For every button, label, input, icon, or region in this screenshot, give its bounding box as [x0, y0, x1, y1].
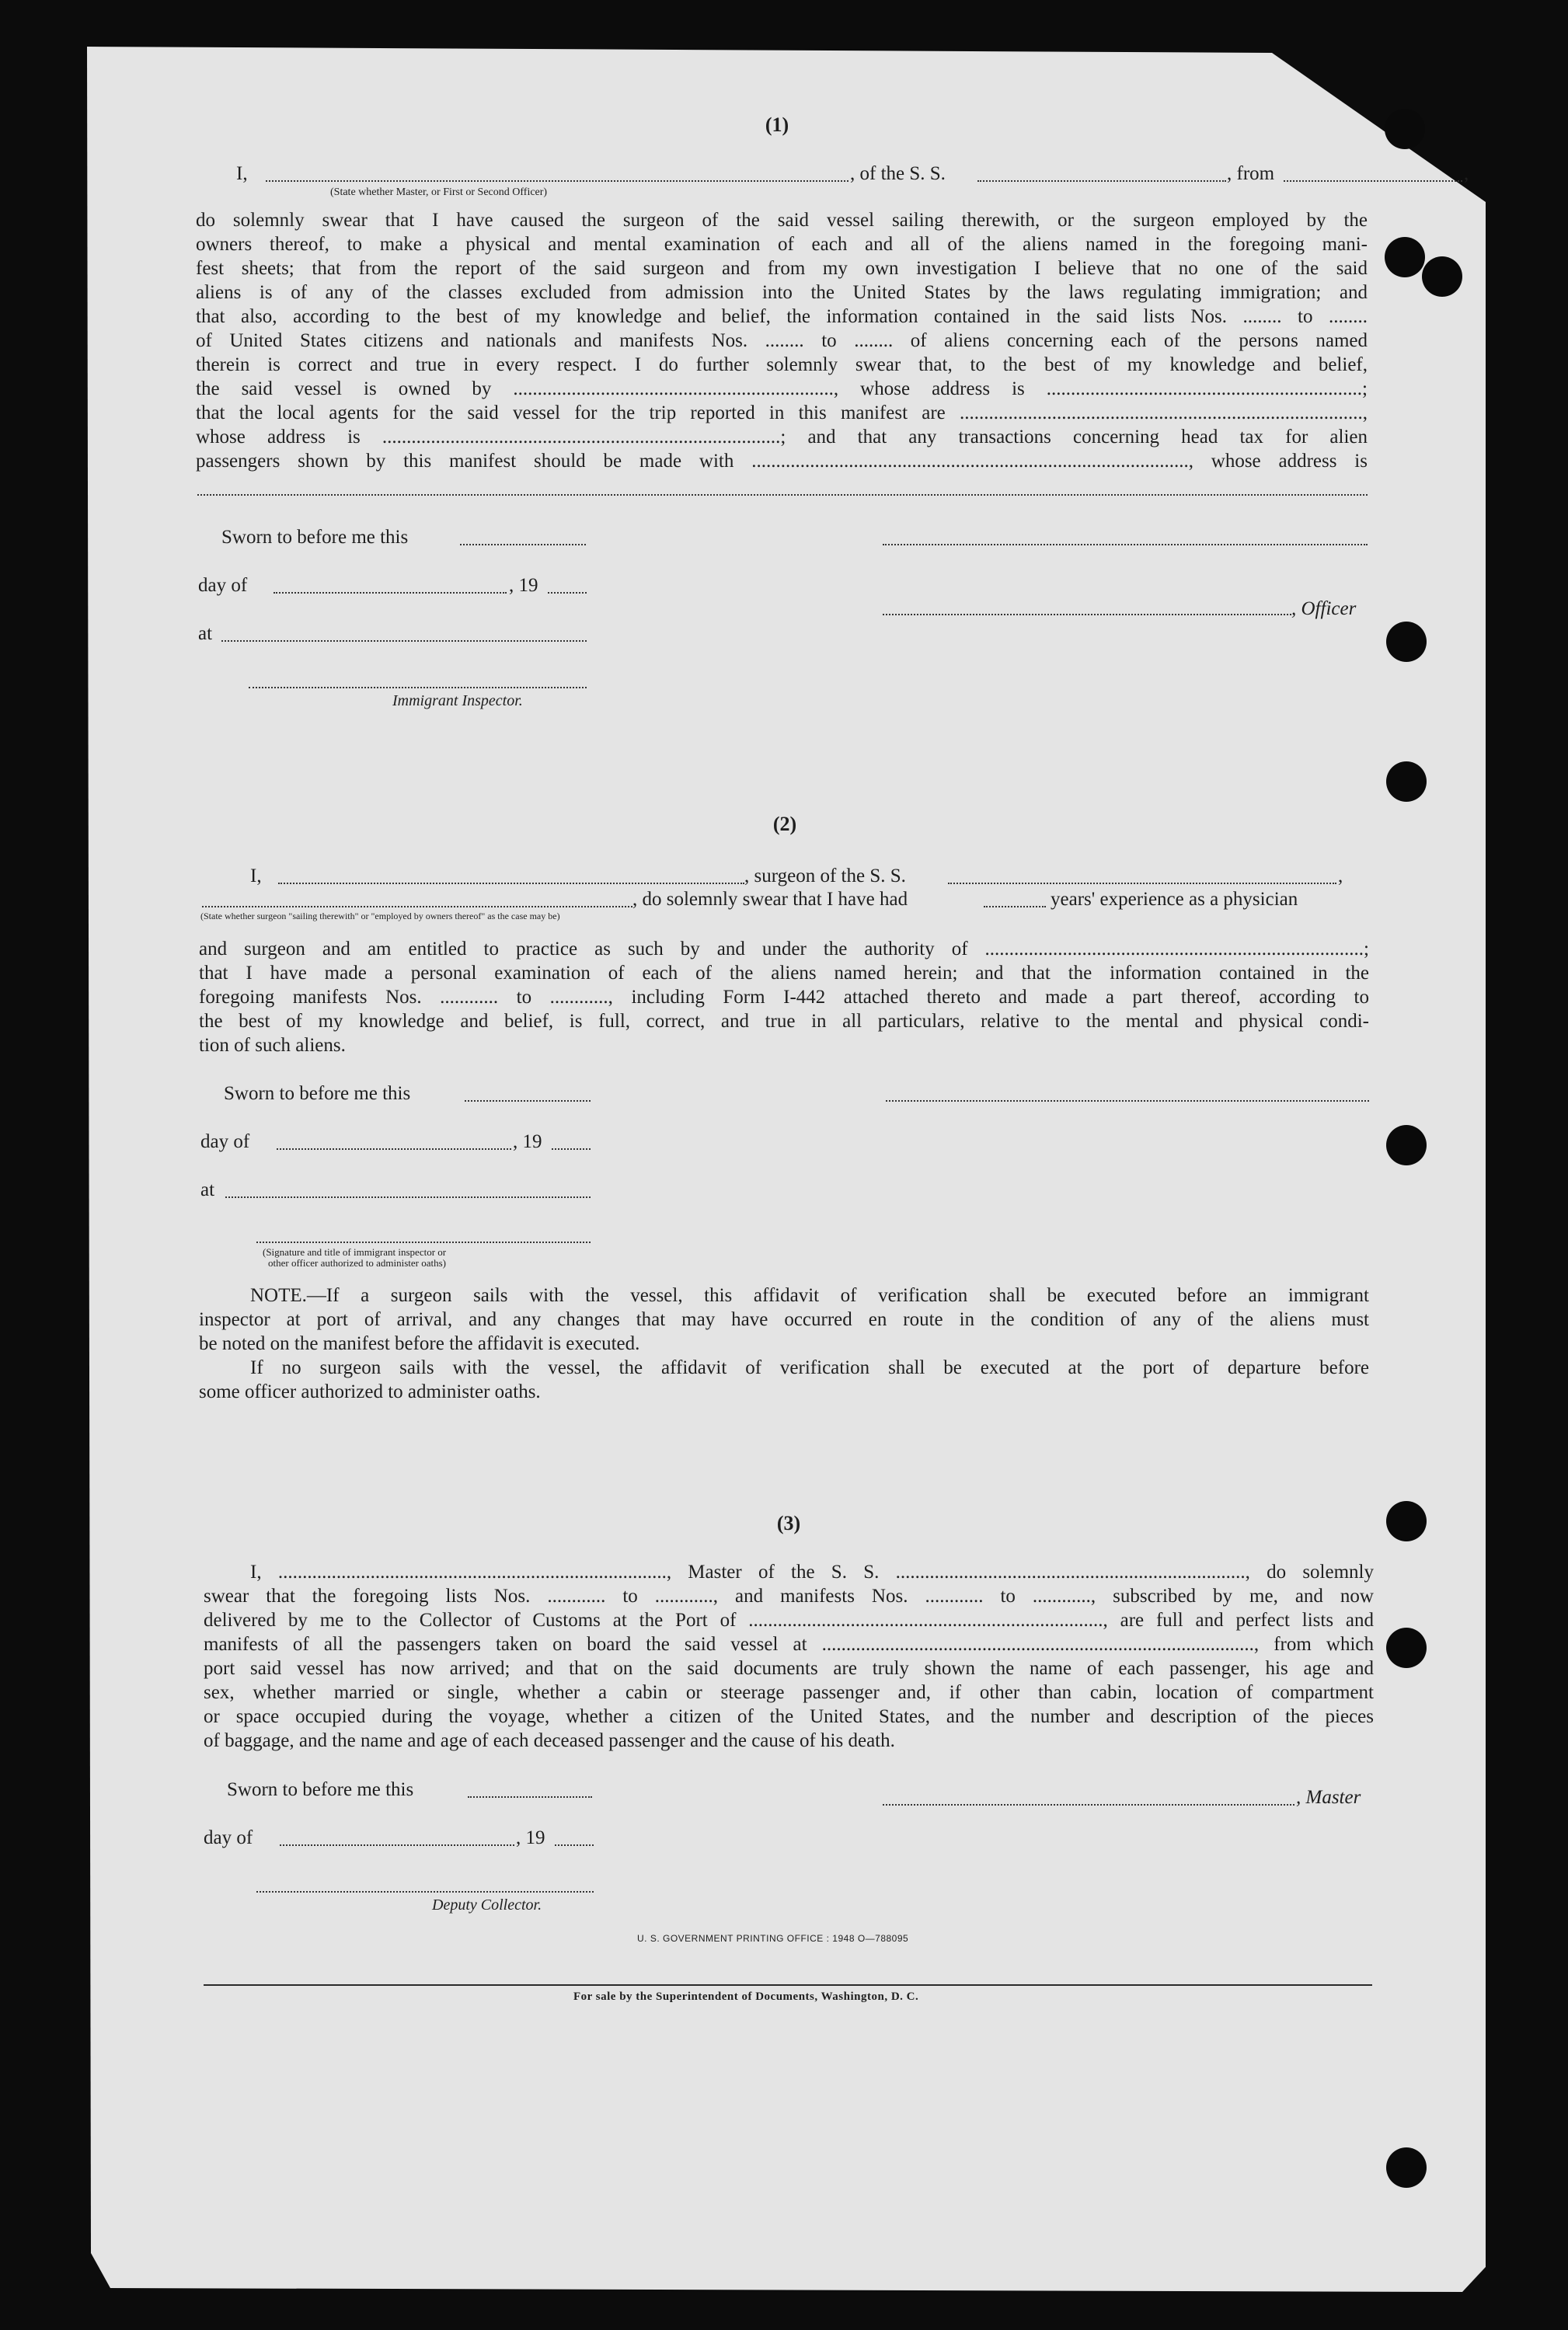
section-1-body [196, 208, 1368, 473]
s2-line2 [199, 887, 1369, 912]
s1-body-line: therein is correct and true in every respect. I do further solemnly swear that, to the best of my knowledge and belief, [196, 354, 1368, 375]
sale-notice: For sale by the Superintendent of Documents, Washington, D. C. [573, 1990, 919, 2003]
punch-hole [1386, 622, 1427, 662]
s1-body-line: of United States citizens and nationals and manifests Nos. ........ to ........ of aliens concerning each of the persons named [196, 330, 1368, 351]
s3-day-of [204, 1826, 253, 1851]
s3-body-line: of baggage, and the name and age of each deceased passenger and the cause of his death. [204, 1730, 895, 1751]
s2-year [513, 1130, 542, 1155]
punch-hole [1422, 256, 1462, 297]
s1-day-of [198, 573, 247, 598]
s1-body-line: aliens is of any of the classes excluded from admission into the United States by the laws regulating immigration; and [196, 282, 1368, 303]
section-2-body [199, 937, 1369, 1057]
punch-hole [1386, 1628, 1427, 1668]
officer-label: , Officer [1291, 598, 1357, 619]
s2-sworn [224, 1081, 410, 1106]
sworn-date-field[interactable] [460, 544, 586, 545]
surgeon-status-field[interactable] [202, 906, 632, 907]
s1-year [509, 573, 538, 598]
footer-rule [204, 1984, 1372, 1986]
inspector-label: Immigrant Inspector. [392, 692, 523, 709]
s3-master [1296, 1785, 1361, 1810]
punch-hole [1385, 109, 1425, 149]
day-of-field[interactable] [277, 1148, 511, 1150]
year-field[interactable] [548, 592, 587, 594]
note-line: be noted on the manifest before the affidavit is executed. [199, 1333, 640, 1354]
s3-body-line: swear that the foregoing lists Nos. ............ to ............, and manifests Nos. ............ to ............, subscribed by me, and now [204, 1586, 1374, 1607]
year-label: , 19 [516, 1827, 545, 1848]
s1-officer [1291, 597, 1356, 622]
punch-hole [1386, 1501, 1427, 1541]
punch-hole [1385, 237, 1425, 277]
note-line: NOTE.—If a surgeon sails with the vessel, this affidavit of verification shall be executed before an immigrant [250, 1285, 1369, 1306]
s2-body-line: the best of my knowledge and belief, is full, correct, and true in all particulars, relative to the mental and physical condi- [199, 1011, 1369, 1032]
s1-sworn [221, 525, 408, 550]
sworn-date-field[interactable] [465, 1100, 591, 1102]
section-3-body [204, 1560, 1374, 1753]
s1-body-line: owners thereof, to make a physical and mental examination of each and all of the aliens named in the foregoing mani- [196, 234, 1368, 255]
punch-hole [1386, 1125, 1427, 1165]
sworn-label: Sworn to before me this [227, 1779, 414, 1800]
sworn-label: Sworn to before me this [221, 527, 409, 548]
officer-title-field[interactable] [883, 614, 1291, 615]
s3-body-line: I, ................................................................................, Master of the S. S. ........................................................................, do solemnly [250, 1562, 1374, 1583]
year-label: , 19 [513, 1131, 542, 1152]
s1-body-line: that the local agents for the said vessel for the trip reported in this manifest are ..................................................................................., [196, 402, 1368, 423]
section-2-note [199, 1283, 1369, 1404]
officer-name-field[interactable] [266, 180, 848, 182]
s1-body-line: whose address is ..................................................................................; and that any transactions concerning head tax for alien [196, 427, 1368, 448]
s2-day-of [200, 1130, 249, 1155]
signature-note-2: other officer authorized to administer oaths) [268, 1257, 446, 1269]
note-line: inspector at port of arrival, and any changes that may have occurred en route in the condition of any of the aliens must [199, 1309, 1369, 1330]
ship-name-field[interactable] [948, 883, 1336, 884]
label-surgeon-of: , surgeon of the S. S. [744, 865, 906, 886]
sworn-date-field[interactable] [468, 1796, 592, 1798]
day-of-label: day of [200, 1131, 250, 1152]
at-label: at [198, 623, 213, 644]
year-field[interactable] [555, 1844, 594, 1846]
note-line: If no surgeon sails with the vessel, the affidavit of verification shall be executed at the port of departure before [250, 1357, 1369, 1378]
inspector-signature-field[interactable] [256, 1242, 591, 1243]
year-field[interactable] [552, 1148, 591, 1150]
s1-inspector [392, 688, 523, 713]
label-swear: , do solemnly swear that I have had [632, 889, 908, 910]
s3-body-line: or space occupied during the voyage, whether a citizen of the United States, and the number and description of the pieces [204, 1706, 1374, 1727]
day-of-label: day of [198, 575, 248, 596]
label-of-ss: , of the S. S. [850, 163, 946, 184]
section-1-line1 [110, 162, 1469, 186]
day-of-field[interactable] [274, 592, 507, 594]
punch-hole [1386, 761, 1427, 802]
officer-note: (State whether Master, or First or Second Officer) [330, 186, 548, 198]
day-of-field[interactable] [280, 1844, 514, 1846]
s3-sworn [227, 1778, 413, 1802]
at-field[interactable] [225, 1196, 591, 1198]
address-field[interactable] [197, 494, 1368, 496]
s3-body-line: port said vessel has now arrived; and that on the said documents are truly shown the name of each passenger, his age and [204, 1658, 1374, 1679]
comma: , [1464, 163, 1469, 184]
collector-label: Deputy Collector. [432, 1896, 542, 1914]
at-label: at [200, 1179, 215, 1200]
s1-body-line: passengers shown by this manifest should be made with .........................................................................................., whose address is [196, 451, 1368, 472]
s2-body-line: tion of such aliens. [199, 1035, 346, 1056]
s2-line1 [250, 864, 1369, 889]
label-i: I, [250, 865, 262, 886]
officer-signature-field[interactable] [883, 544, 1368, 545]
day-of-label: day of [204, 1827, 253, 1848]
s3-body-line: manifests of all the passengers taken on board the said vessel at ........................................................................................., from which [204, 1634, 1374, 1655]
s1-body-line: that also, according to the best of my knowledge and belief, the information contained in the said lists Nos. ........ to ........ [196, 306, 1368, 327]
s3-body-line: delivered by me to the Collector of Customs at the Port of ........................................................................., are full and perfect lists and [204, 1610, 1374, 1631]
master-signature-field[interactable] [883, 1804, 1294, 1806]
punch-hole [1386, 2147, 1427, 2188]
year-label: , 19 [509, 575, 538, 596]
note-line: some officer authorized to administer oaths. [199, 1381, 541, 1402]
years-field[interactable] [984, 906, 1046, 907]
s1-body-line: fest sheets; that from the report of the said surgeon and from my own investigation I believe that no one of the said [196, 258, 1368, 279]
s1-body-line: the said vessel is owned by .................................................................., whose address is .................................................................; [196, 378, 1368, 399]
surgeon-name-field[interactable] [278, 883, 744, 884]
port-from-field[interactable] [1284, 180, 1462, 182]
label-i: I, [236, 163, 248, 184]
at-field[interactable] [221, 640, 587, 642]
section-1-number: (1) [765, 113, 789, 136]
collector-signature-field[interactable] [256, 1891, 594, 1893]
section-3-number: (3) [776, 1512, 801, 1534]
label-years: years' experience as a physician [1051, 889, 1298, 910]
s3-year [516, 1826, 545, 1851]
s3-body-line: sex, whether married or single, whether a cabin or steerage passenger and, if other than cabin, location of compartment [204, 1682, 1374, 1703]
section-1-header [110, 162, 1469, 198]
s2-body-line: foregoing manifests Nos. ............ to ............, including Form I-442 attached thereto and made a part thereof, according to [199, 987, 1369, 1008]
s3-collector [432, 1893, 542, 1917]
s1-at [198, 622, 212, 646]
s2-at [200, 1178, 214, 1203]
section-2-number: (2) [772, 813, 797, 835]
s2-body-line: and surgeon and am entitled to practice as such by and under the authority of ..............................................................................; [199, 939, 1369, 960]
comma: , [1338, 865, 1343, 886]
s2-body-line: that I have made a personal examination of each of the aliens named herein; and that the information contained in the [199, 963, 1369, 984]
surgeon-note: (State whether surgeon "sailing therewith" or "employed by owners thereof" as the case may be) [200, 911, 560, 921]
ship-name-field[interactable] [977, 180, 1226, 182]
s1-body-line: do solemnly swear that I have caused the surgeon of the said vessel sailing therewith, or the surgeon employed by the [196, 210, 1368, 231]
signature-note-1: (Signature and title of immigrant inspector or [263, 1246, 447, 1258]
surgeon-signature-field[interactable] [886, 1100, 1369, 1102]
sworn-label: Sworn to before me this [224, 1083, 411, 1104]
gpo-imprint: U. S. GOVERNMENT PRINTING OFFICE : 1948 O—788095 [637, 1933, 909, 1944]
master-label: , Master [1296, 1787, 1361, 1808]
label-from: , from [1227, 163, 1275, 184]
